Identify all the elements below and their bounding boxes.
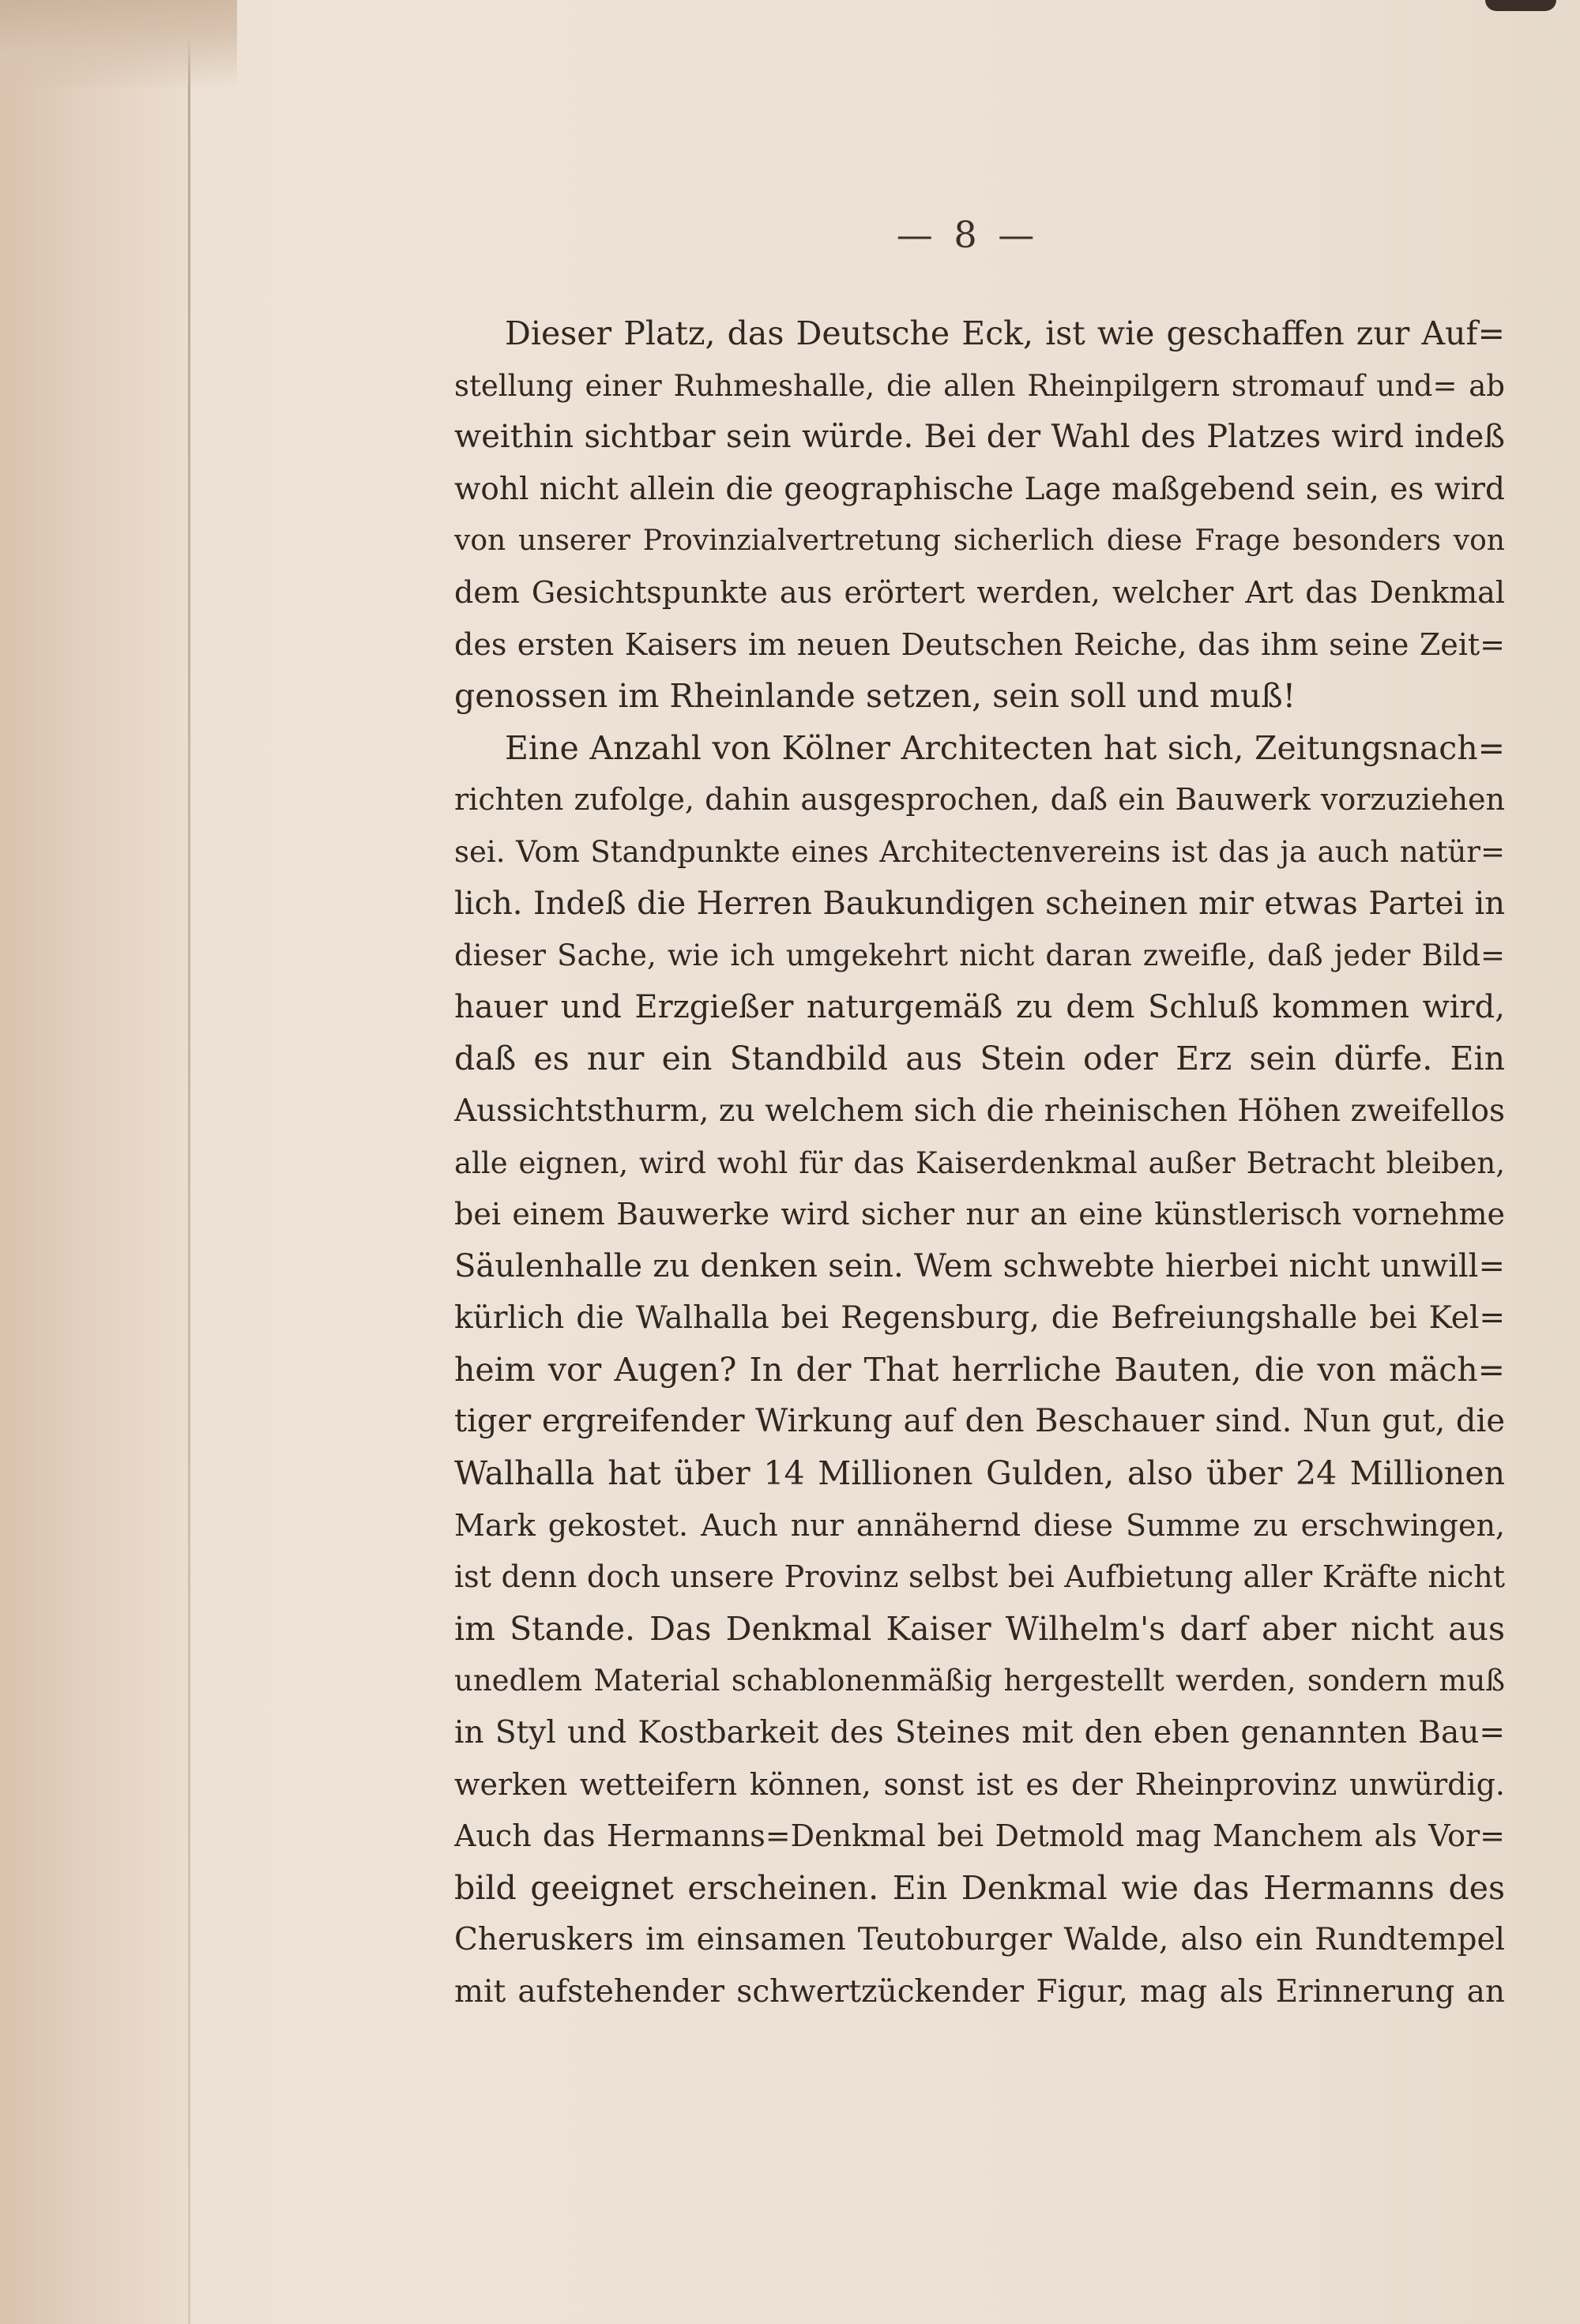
paragraph	[454, 723, 1505, 2018]
text-line: hauer und Erzgießer naturgemäß zu dem Schluß kommen wird,	[454, 988, 1505, 1025]
text-line: des ersten Kaisers im neuen Deutschen Reiche, das ihm seine Zeit=	[454, 626, 1505, 662]
text-line: lich. Indeß die Herren Baukundigen scheinen mir etwas Partei in	[454, 885, 1505, 922]
text-line: Cheruskers im einsamen Teutoburger Walde, also ein Rundtempel	[454, 1922, 1505, 1958]
text-line: dieser Sache, wie ich umgekehrt nicht daran zweifle, daß jeder Bild=	[454, 938, 1505, 973]
text-line: Eine Anzahl von Kölner Architecten hat sich, Zeitungsnach=	[505, 728, 1505, 767]
text-line: weithin sichtbar sein würde. Bei der Wahl des Platzes wird indeß	[454, 419, 1505, 456]
text-line: kürlich die Walhalla bei Regensburg, die Befreiungshalle bei Kel=	[454, 1300, 1505, 1337]
text-line: Dieser Platz, das Deutsche Eck, ist wie geschaffen zur Auf=	[505, 314, 1505, 352]
text-line: in Styl und Kostbarkeit des Steines mit den eben genannten Bau=	[454, 1715, 1505, 1751]
text-line: bei einem Bauwerke wird sicher nur an eine künstlerisch vornehme	[454, 1197, 1505, 1232]
scan-corner-mark	[1485, 0, 1556, 11]
text-line: ist denn doch unsere Provinz selbst bei Aufbietung aller Kräfte nicht	[454, 1559, 1505, 1595]
text-line: wohl nicht allein die geographische Lage maßgebend sein, es wird	[454, 471, 1505, 507]
text-line: dem Gesichtspunkte aus erörtert werden, welcher Art das Denkmal	[454, 574, 1505, 610]
text-line: unedlem Material schablonenmäßig hergestellt werden, sondern muß	[454, 1664, 1505, 1698]
paragraph	[454, 308, 1505, 723]
page-binding-edge	[0, 0, 190, 2324]
text-line: werken wetteifern können, sonst ist es der Rheinprovinz unwürdig.	[454, 1766, 1505, 1802]
text-line: Säulenhalle zu denken sein. Wem schwebte hierbei nicht unwill=	[454, 1247, 1505, 1284]
text-line: von unserer Provinzialvertretung sicherlich diese Frage besonders von	[454, 525, 1505, 558]
body-text	[454, 308, 1505, 2018]
text-line: stellung einer Ruhmeshalle, die allen Rheinpilgern stromauf und= ab	[454, 368, 1505, 403]
text-line: daß es nur ein Standbild aus Stein oder Erz sein dürfe. Ein	[454, 1040, 1505, 1078]
text-line: Walhalla hat über 14 Millionen Gulden, also über 24 Millionen	[454, 1454, 1505, 1493]
text-line: bild geeignet erscheinen. Ein Denkmal wie das Hermanns des	[454, 1868, 1505, 1907]
text-line: sei. Vom Standpunkte eines Architectenvereins ist das ja auch natür=	[454, 834, 1505, 869]
page-corner-shadow	[0, 0, 237, 87]
text-line: Mark gekostet. Auch nur annähernd diese Summe zu erschwingen,	[454, 1507, 1505, 1543]
text-line: Auch das Hermanns=Denkmal bei Detmold mag Manchem als Vor=	[454, 1818, 1505, 1854]
text-line: tiger ergreifender Wirkung auf den Beschauer sind. Nun gut, die	[454, 1403, 1505, 1440]
text-line: im Stande. Das Denkmal Kaiser Wilhelm's darf aber nicht aus	[454, 1609, 1505, 1648]
text-line: richten zufolge, dahin ausgesprochen, daß ein Bauwerk vorzuziehen	[454, 782, 1505, 818]
text-line: mit aufstehender schwertzückender Figur, mag als Erinnerung an	[454, 1974, 1505, 2010]
text-line: alle eignen, wird wohl für das Kaiserdenkmal außer Betracht bleiben,	[454, 1145, 1505, 1180]
text-line: genossen im Rheinlande setzen, sein soll und muß!	[454, 677, 1296, 716]
text-line: heim vor Augen? In der That herrliche Bauten, die von mäch=	[454, 1350, 1505, 1389]
page-number: — 8 —	[896, 213, 1040, 256]
text-line: Aussichtsthurm, zu welchem sich die rheinischen Höhen zweifellos	[454, 1092, 1505, 1129]
page-fold-line	[188, 32, 190, 2324]
